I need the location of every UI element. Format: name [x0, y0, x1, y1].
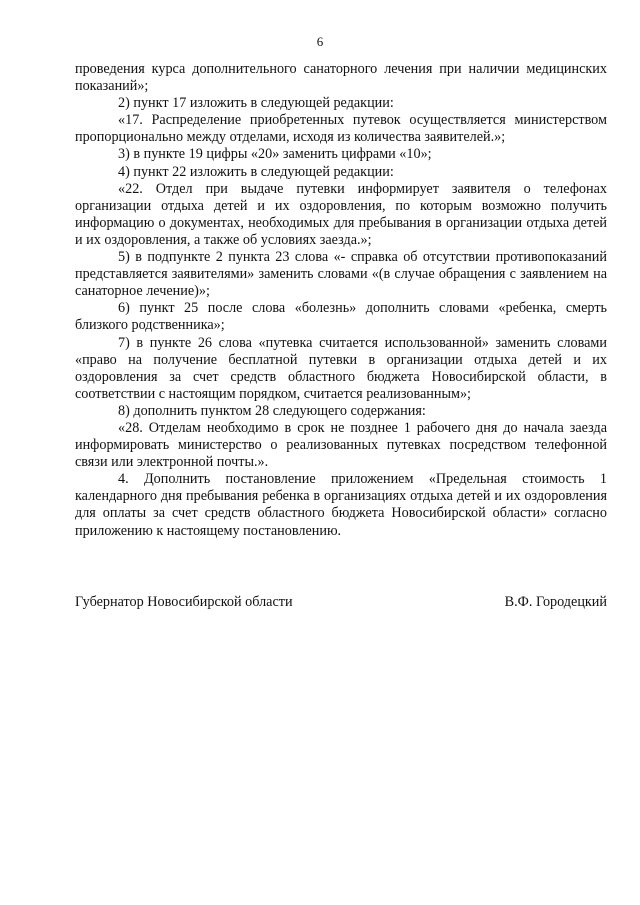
- paragraph-section-4: 4. Дополнить постановление приложением «Предельная стоимость 1 календарного дня пребывания ребенка в организациях отдыха детей и их оздоровления для оплаты за счет средств областного бюджета Новосибирской области» согласно приложению к настоящему постановлению.: [75, 471, 607, 539]
- signatory-name: В.Ф. Городецкий: [504, 594, 607, 610]
- signatory-position: Губернатор Новосибирской области: [75, 594, 293, 610]
- paragraph-item-7: 7) в пункте 26 слова «путевка считается использованной» заменить словами «право на получение бесплатной путевки в организации отдыха детей и их оздоровления за счет средств областного бюджета Новосибирской области, в соответствии с настоящим порядком, считается реализованным»;: [75, 334, 607, 402]
- paragraph-item-5: 5) в подпункте 2 пункта 23 слова «- справка об отсутствии противопоказаний представляется заявителями» заменить словами «(в случае обращения с заявлением на санаторное лечение)»;: [75, 249, 607, 300]
- paragraph-quote-22: «22. Отдел при выдаче путевки информирует заявителя о телефонах организации отдыха детей и их оздоровления, по которым возможно получить информацию о документах, необходимых для пребывания в организации отдыха детей и их оздоровления, а также об условиях заезда.»;: [75, 180, 607, 248]
- paragraph-quote-28: «28. Отделам необходимо в срок не позднее 1 рабочего дня до начала заезда информировать министерство о реализованных путевках посредством телефонной связи или электронной почты.».: [75, 419, 607, 471]
- paragraph-quote-17: «17. Распределение приобретенных путевок осуществляется министерством пропорционально между отделами, исходя из количества заявителей.»;: [75, 112, 607, 146]
- page-number: 6: [316, 34, 324, 49]
- paragraph-item-8: 8) дополнить пунктом 28 следующего содержания:: [118, 402, 426, 419]
- paragraph-item-4: 4) пункт 22 изложить в следующей редакции:: [118, 163, 394, 180]
- paragraph-continuation: проведения курса дополнительного санаторного лечения при наличии медицинских показаний»;: [75, 61, 607, 95]
- paragraph-item-3: 3) в пункте 19 цифры «20» заменить цифрами «10»;: [118, 146, 432, 163]
- paragraph-item-2: 2) пункт 17 изложить в следующей редакции:: [118, 95, 394, 112]
- document-body: [75, 61, 607, 540]
- paragraph-item-6: 6) пункт 25 после слова «болезнь» дополнить словами «ребенка, смерть близкого родственника»;: [75, 300, 607, 334]
- signature-block: [75, 594, 607, 611]
